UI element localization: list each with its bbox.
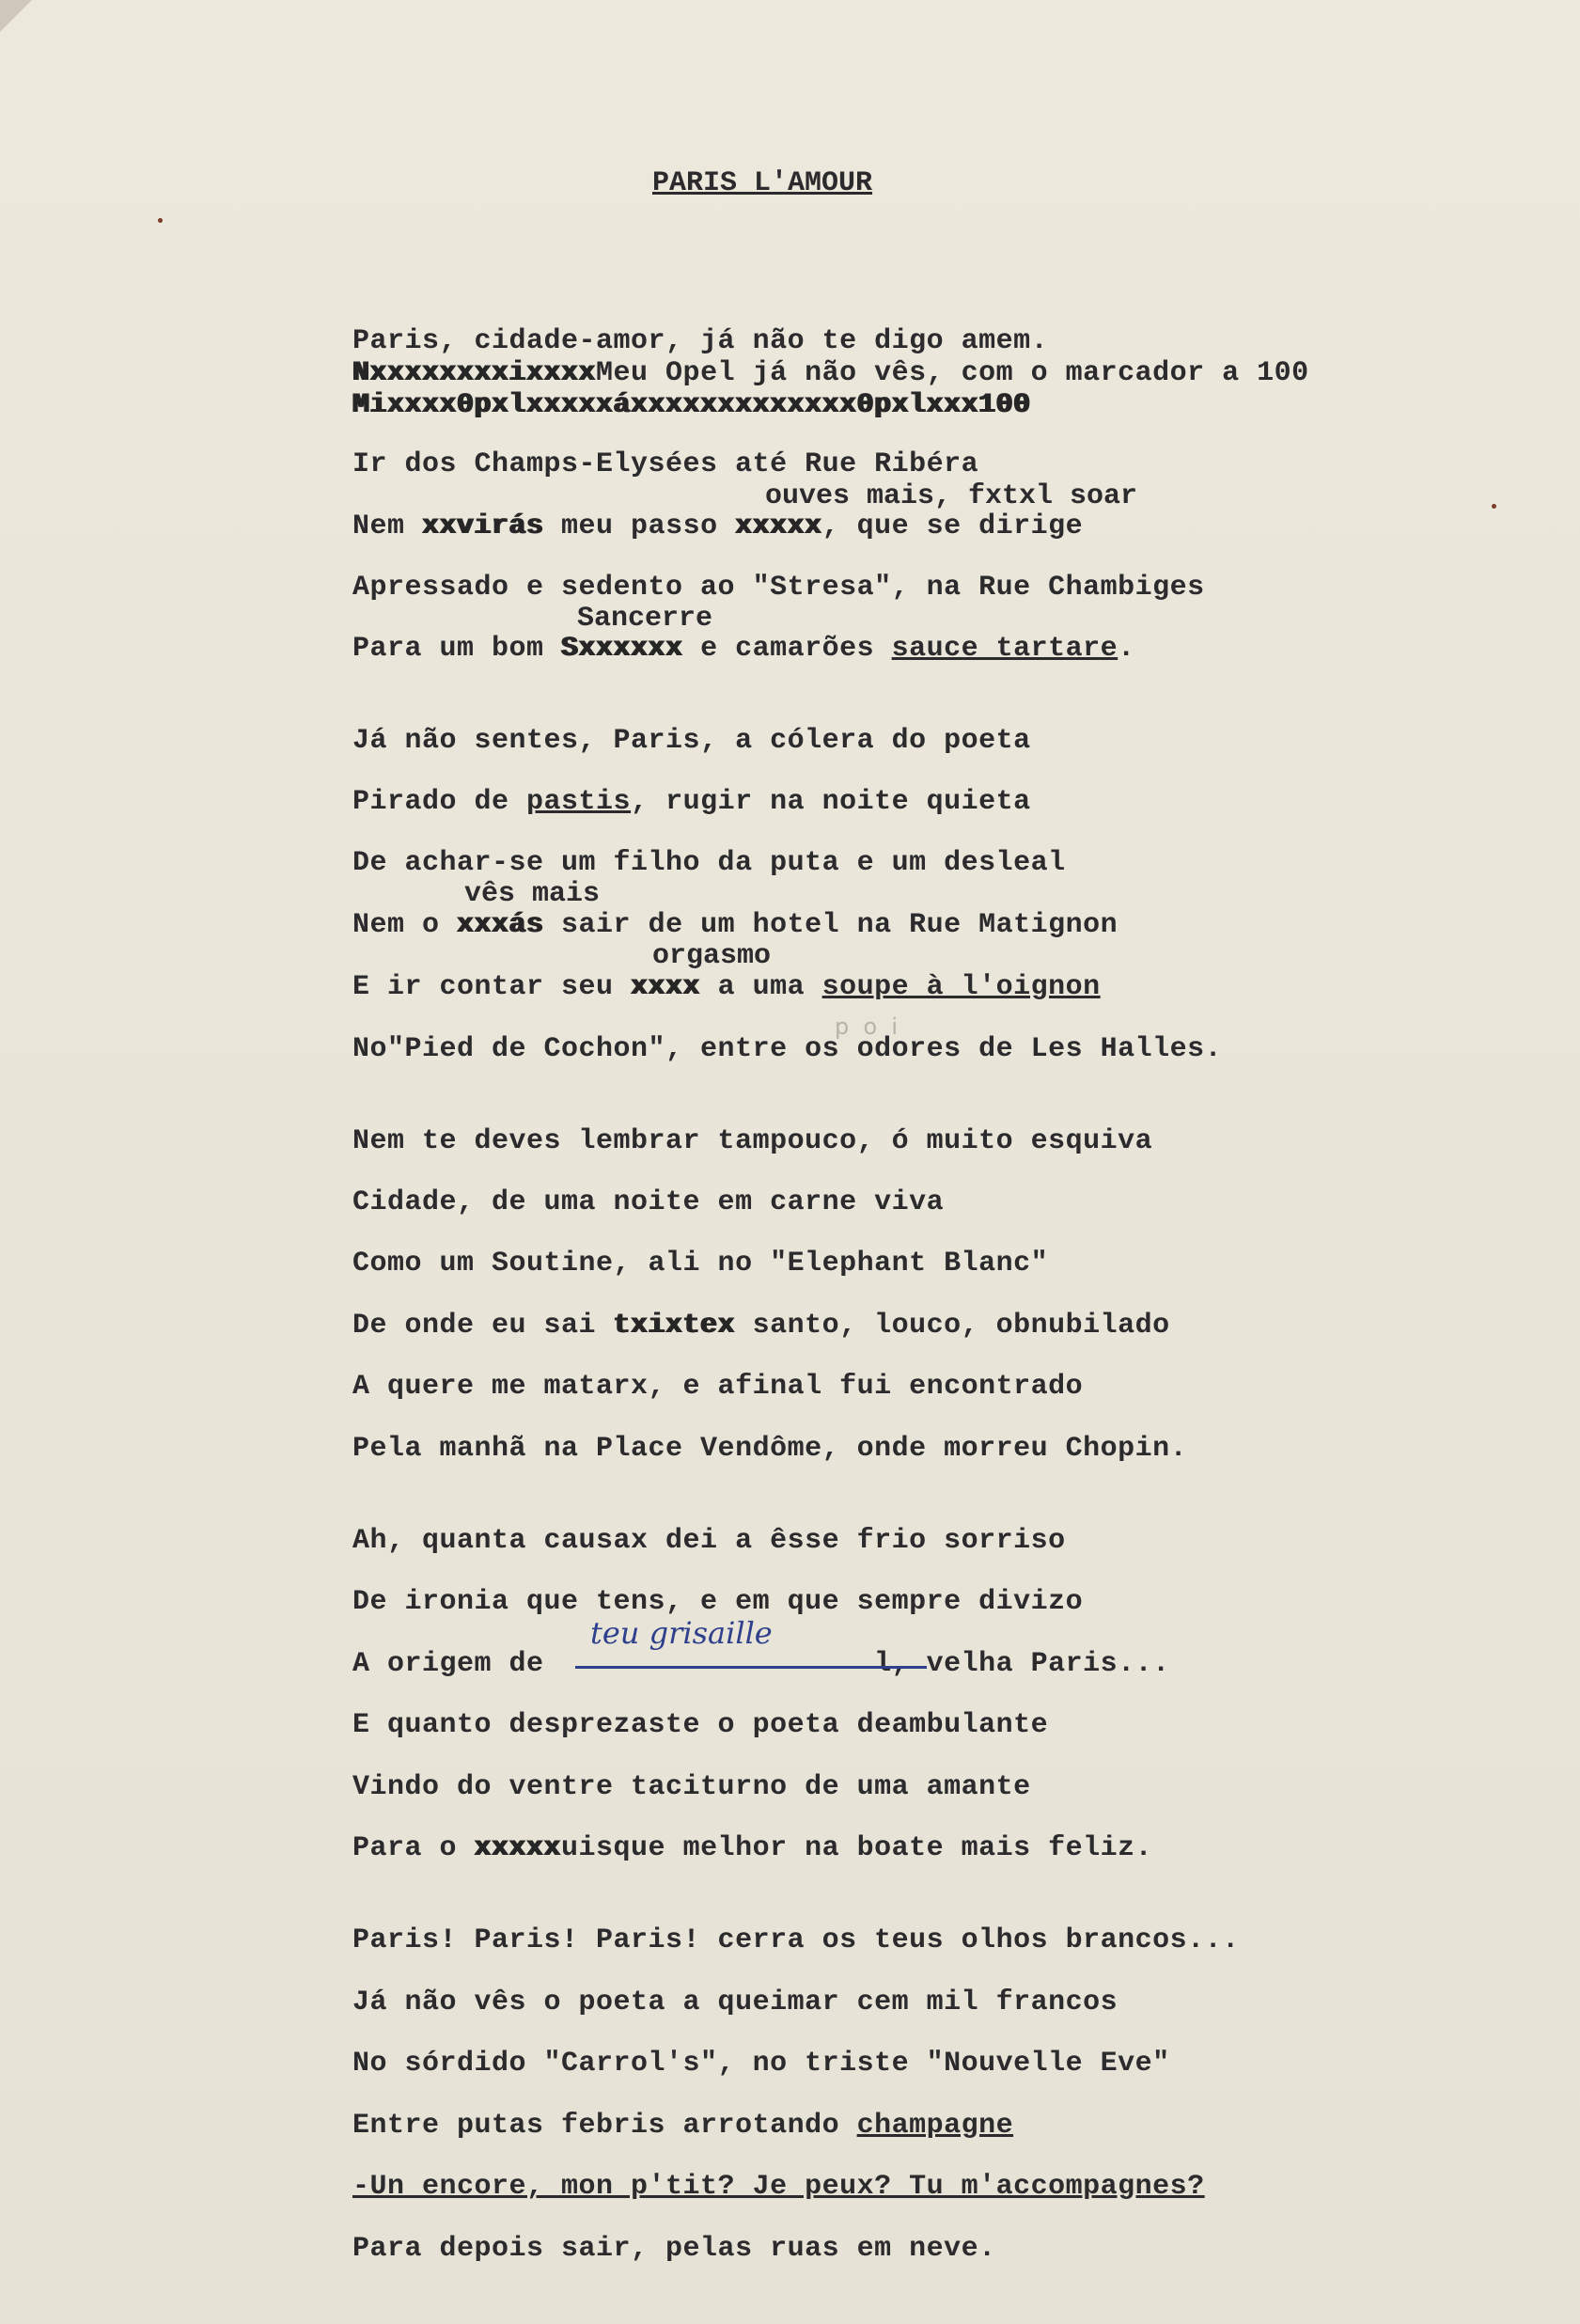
- pencil-note: p o i: [835, 1013, 899, 1040]
- line-text: Nem: [352, 510, 423, 542]
- ink-strikethrough: [575, 1666, 927, 1669]
- line-text: E ir contar seu: [352, 971, 632, 1003]
- interlinear-insertion: Sancerre: [577, 603, 713, 635]
- line-text: meu passo: [543, 510, 736, 542]
- poem-line: [352, 1832, 1152, 1864]
- interlinear-insertion: ouves mais, fxtxl soar: [765, 480, 1138, 512]
- poem-line: [352, 2110, 1013, 2142]
- struck-text: xxxxx: [474, 1832, 562, 1864]
- ink-speck: [158, 218, 163, 223]
- struck-text: Sxxxxxx: [561, 633, 683, 665]
- poem-line: [352, 909, 1118, 941]
- struck-text: xxvirás: [422, 510, 544, 542]
- line-text: Entre putas febris arrotando: [352, 2110, 857, 2142]
- poem-line: A quere me matarx, e afinal fui encontrado: [352, 1371, 1084, 1403]
- struck-text: txixtex: [613, 1310, 736, 1342]
- underlined-text: soupe à l'oignon: [821, 971, 1101, 1003]
- poem-line: De achar-se um filho da puta e um desleal: [352, 847, 1066, 879]
- line-text: l, velha Paris...: [874, 1648, 1170, 1680]
- poem-line: E quanto desprezaste o poeta deambulante: [352, 1709, 1049, 1741]
- underlined-text: champagne: [856, 2110, 1014, 2142]
- line-text: Meu Opel já não vês, com o marcador a 100: [596, 357, 1309, 389]
- poem-line: No sórdido "Carrol's", no triste "Nouvelle Eve": [352, 2048, 1170, 2080]
- underlined-text: sauce tartare: [891, 633, 1119, 665]
- line-text: De onde eu sai: [352, 1310, 614, 1342]
- poem-title: PARIS L'AMOUR: [652, 167, 873, 199]
- struck-text: xxxx: [631, 971, 701, 1003]
- poem-line: No"Pied de Cochon", entre os odores de Les Halles.: [352, 1033, 1223, 1065]
- line-text: sair de um hotel na Rue Matignon: [543, 909, 1119, 941]
- struck-text: Nxxxxxxxxixxxx: [352, 357, 597, 389]
- poem-line: Paris! Paris! Paris! cerra os teus olhos brancos...: [352, 1924, 1240, 1956]
- line-text: A origem de: [352, 1648, 562, 1680]
- poem-line: [352, 510, 1083, 542]
- line-text: e camarões: [682, 633, 892, 665]
- poem-line: [352, 1648, 1170, 1680]
- line-text: santo, louco, obnubilado: [735, 1310, 1170, 1342]
- poem-line: Ah, quanta causax dei a êsse frio sorriso: [352, 1525, 1066, 1557]
- poem-line: Para depois sair, pelas ruas em neve.: [352, 2233, 996, 2265]
- poem-line: Nem te deves lembrar tampouco, ó muito esquiva: [352, 1125, 1153, 1157]
- poem-line: Apressado e sedento ao "Stresa", na Rue Chambiges: [352, 572, 1205, 604]
- struck-text: xxxxx: [735, 510, 822, 542]
- poem-line: [352, 633, 1135, 665]
- poem-line: [352, 357, 1309, 389]
- struck-text: xxxás: [457, 909, 544, 941]
- line-text: Para um bom: [352, 633, 562, 665]
- torn-corner: [0, 0, 32, 32]
- poem-line: Paris, cidade-amor, já não te digo amem.: [352, 325, 1049, 357]
- handwritten-correction: teu grisaille: [590, 1615, 773, 1651]
- line-text: Para o: [352, 1832, 475, 1864]
- poem-line: De ironia que tens, e em que sempre divizo: [352, 1586, 1084, 1618]
- line-text: Nem o: [352, 909, 458, 941]
- poem-line: [352, 1310, 1170, 1342]
- poem-line: Já não vês o poeta a queimar cem mil francos: [352, 1986, 1119, 2018]
- poem-line: [352, 786, 1031, 818]
- poem-line: Já não sentes, Paris, a cólera do poeta: [352, 725, 1031, 757]
- ink-speck: [1492, 504, 1496, 509]
- poem-line: -Un encore, mon p'tit? Je peux? Tu m'accompagnes?: [352, 2171, 1205, 2203]
- poem-line: [352, 971, 1101, 1003]
- line-text: , rugir na noite quieta: [631, 786, 1031, 818]
- interlinear-insertion: orgasmo: [652, 940, 772, 972]
- poem-line: Vindo do ventre taciturno de uma amante: [352, 1771, 1031, 1803]
- poem-line: Pela manhã na Place Vendôme, onde morreu Chopin.: [352, 1433, 1188, 1465]
- line-text: .: [1118, 633, 1135, 665]
- interlinear-insertion: vês mais: [464, 878, 601, 910]
- line-text: , que se dirige: [821, 510, 1084, 542]
- struck-gap: [561, 1648, 874, 1680]
- line-text: uisque melhor na boate mais feliz.: [561, 1832, 1153, 1864]
- poem-line: Ir dos Champs-Elysées até Rue Ribéra: [352, 448, 979, 480]
- line-text: Pirado de: [352, 786, 527, 818]
- poem-line: Cidade, de uma noite em carne viva: [352, 1186, 945, 1218]
- line-text: a uma: [700, 971, 822, 1003]
- struck-line: Mixxxx0pxlxxxxxáxxxxxxxxxxxxx0pxlxxx100: [352, 389, 1031, 421]
- underlined-text: pastis: [526, 786, 632, 818]
- poem-line: Como um Soutine, ali no "Elephant Blanc": [352, 1248, 1049, 1280]
